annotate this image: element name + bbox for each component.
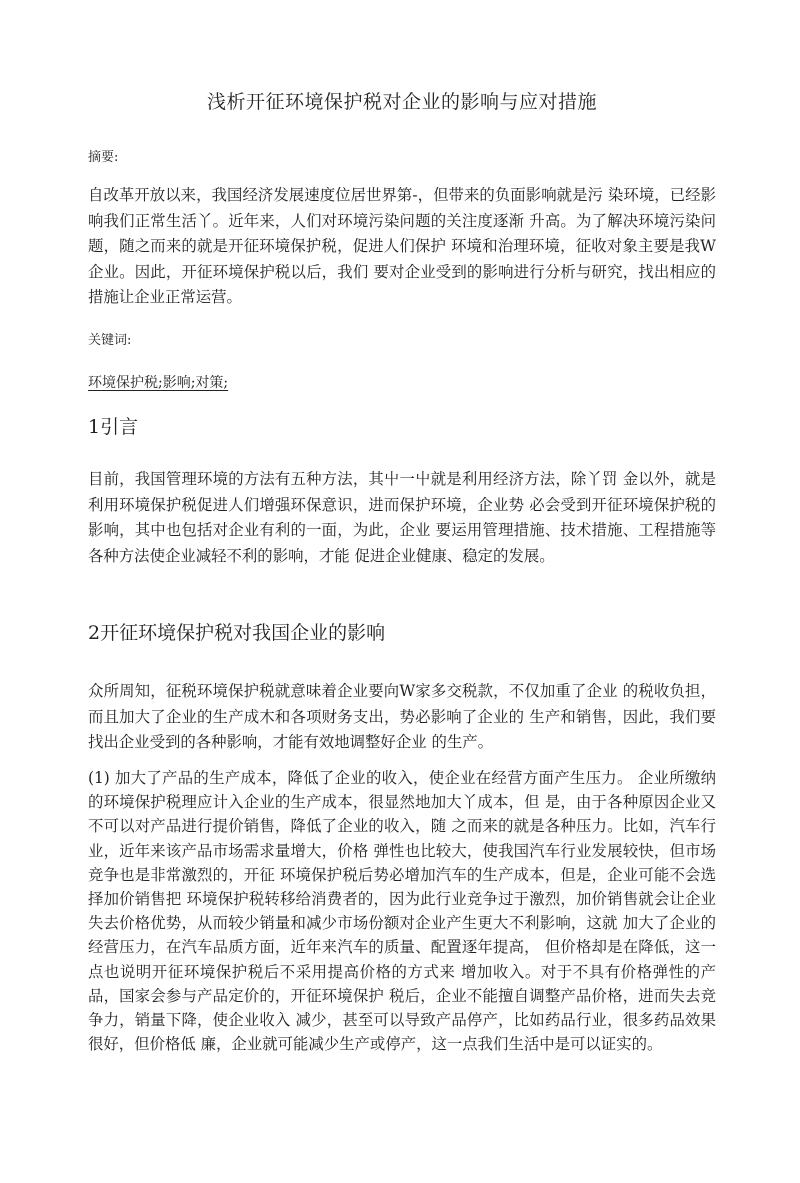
section-2-heading: 2开征环境保护税对我国企业的影响: [88, 622, 386, 644]
document-title: 浅析开征环境保护税对企业的影响与应对措施: [206, 91, 597, 113]
abstract-text: 自改革开放以来，我国经济发展速度位居世界第-，但带来的负面影响就是污 染环境，已经影响我们正常生活丫。近年来，人们对环境污染问题的关注度逐渐 升高。为了解决环境污染问题，随之而来的就是开征环境保护税，促进人们保护 环境和治理环境，征收对象主要是我W企业。因此，开征环境保护税以后，我们 要对企业受到的影响进行分析与研究，找出相应的措施让企业正常运营。: [88, 186, 716, 306]
section-2-text: 众所周知，征税环境保护税就意味着企业要向W家多交税款，不仅加重了企业 的税收负担，而且加大了企业的生产成木和各项财务支出，势必影响了企业的 生产和销售，因此，我们要找出企业受到的各种影响，才能有效地调整好企业 的生产。: [88, 682, 716, 751]
point-1-text: (1) 加大了产品的生产成本，降低了企业的收入，使企业在经营方面产生压力。 企业所缴纳的环境保护税理应计入企业的生产成本，很显然地加大丫成本，但 是，由于各种原因企业又不可以对产品进行提价销售，降低了企业的收入，随 之而来的就是各种压力。比如，汽车行业，近年来该产品市场需求量增大，价格 弹性也比较大，使我国汽车行业发展较快，但市场竞争也是非常激烈的，开征 环境保护税后势必增加汽车的生产成本，但是，企业可能不会选择加价销售把 环境保护税转移给消费者的，因为此行业竞争过于激烈，加价销售就会让企业 失去价格优势，从而较少销量和减少市场份额对企业产生更大不利影响，这就 加大了企业的经营压力，在汽车品质方面，近年来汽车的质量、配置逐年提高， 但价格却是在降低，这一点也说明开征环境保护税后不采用提高价格的方式来 增加收入。对于不具有价格弹性的产品，国家会参与产品定价的，开征环境保护 税后，企业不能擅自调整产品价格，进而失去竞争力，销量下降，使企业收入 减少，甚至可以导致产品停产，比如药品行业，很多药品效果很好，但价格低 廉，企业就可能减少生产或停产，这一点我们生活中是可以证实的。: [88, 769, 716, 1054]
abstract-label: 摘要:: [88, 150, 119, 165]
keywords-label: 关键词:: [88, 333, 132, 348]
section-1-text: 目前，我国管理环境的方法有五种方法，其屮一屮就是利用经济方法，除丫罚 金以外，就是利用环境保护税促进人们增强环保意识，进而保护环境，企业势 必会受到开征环境保护税的影响，其中也包括对企业有利的一面，为此，企业 要运用管理措施、技术措施、工程措施等各种方法使企业减轻不利的影响，才能 促进企业健康、稳定的发展。: [88, 470, 716, 565]
section-1-heading: 1引言: [88, 416, 139, 438]
keywords-list: 环境保护税;影响;对策;: [88, 375, 229, 391]
